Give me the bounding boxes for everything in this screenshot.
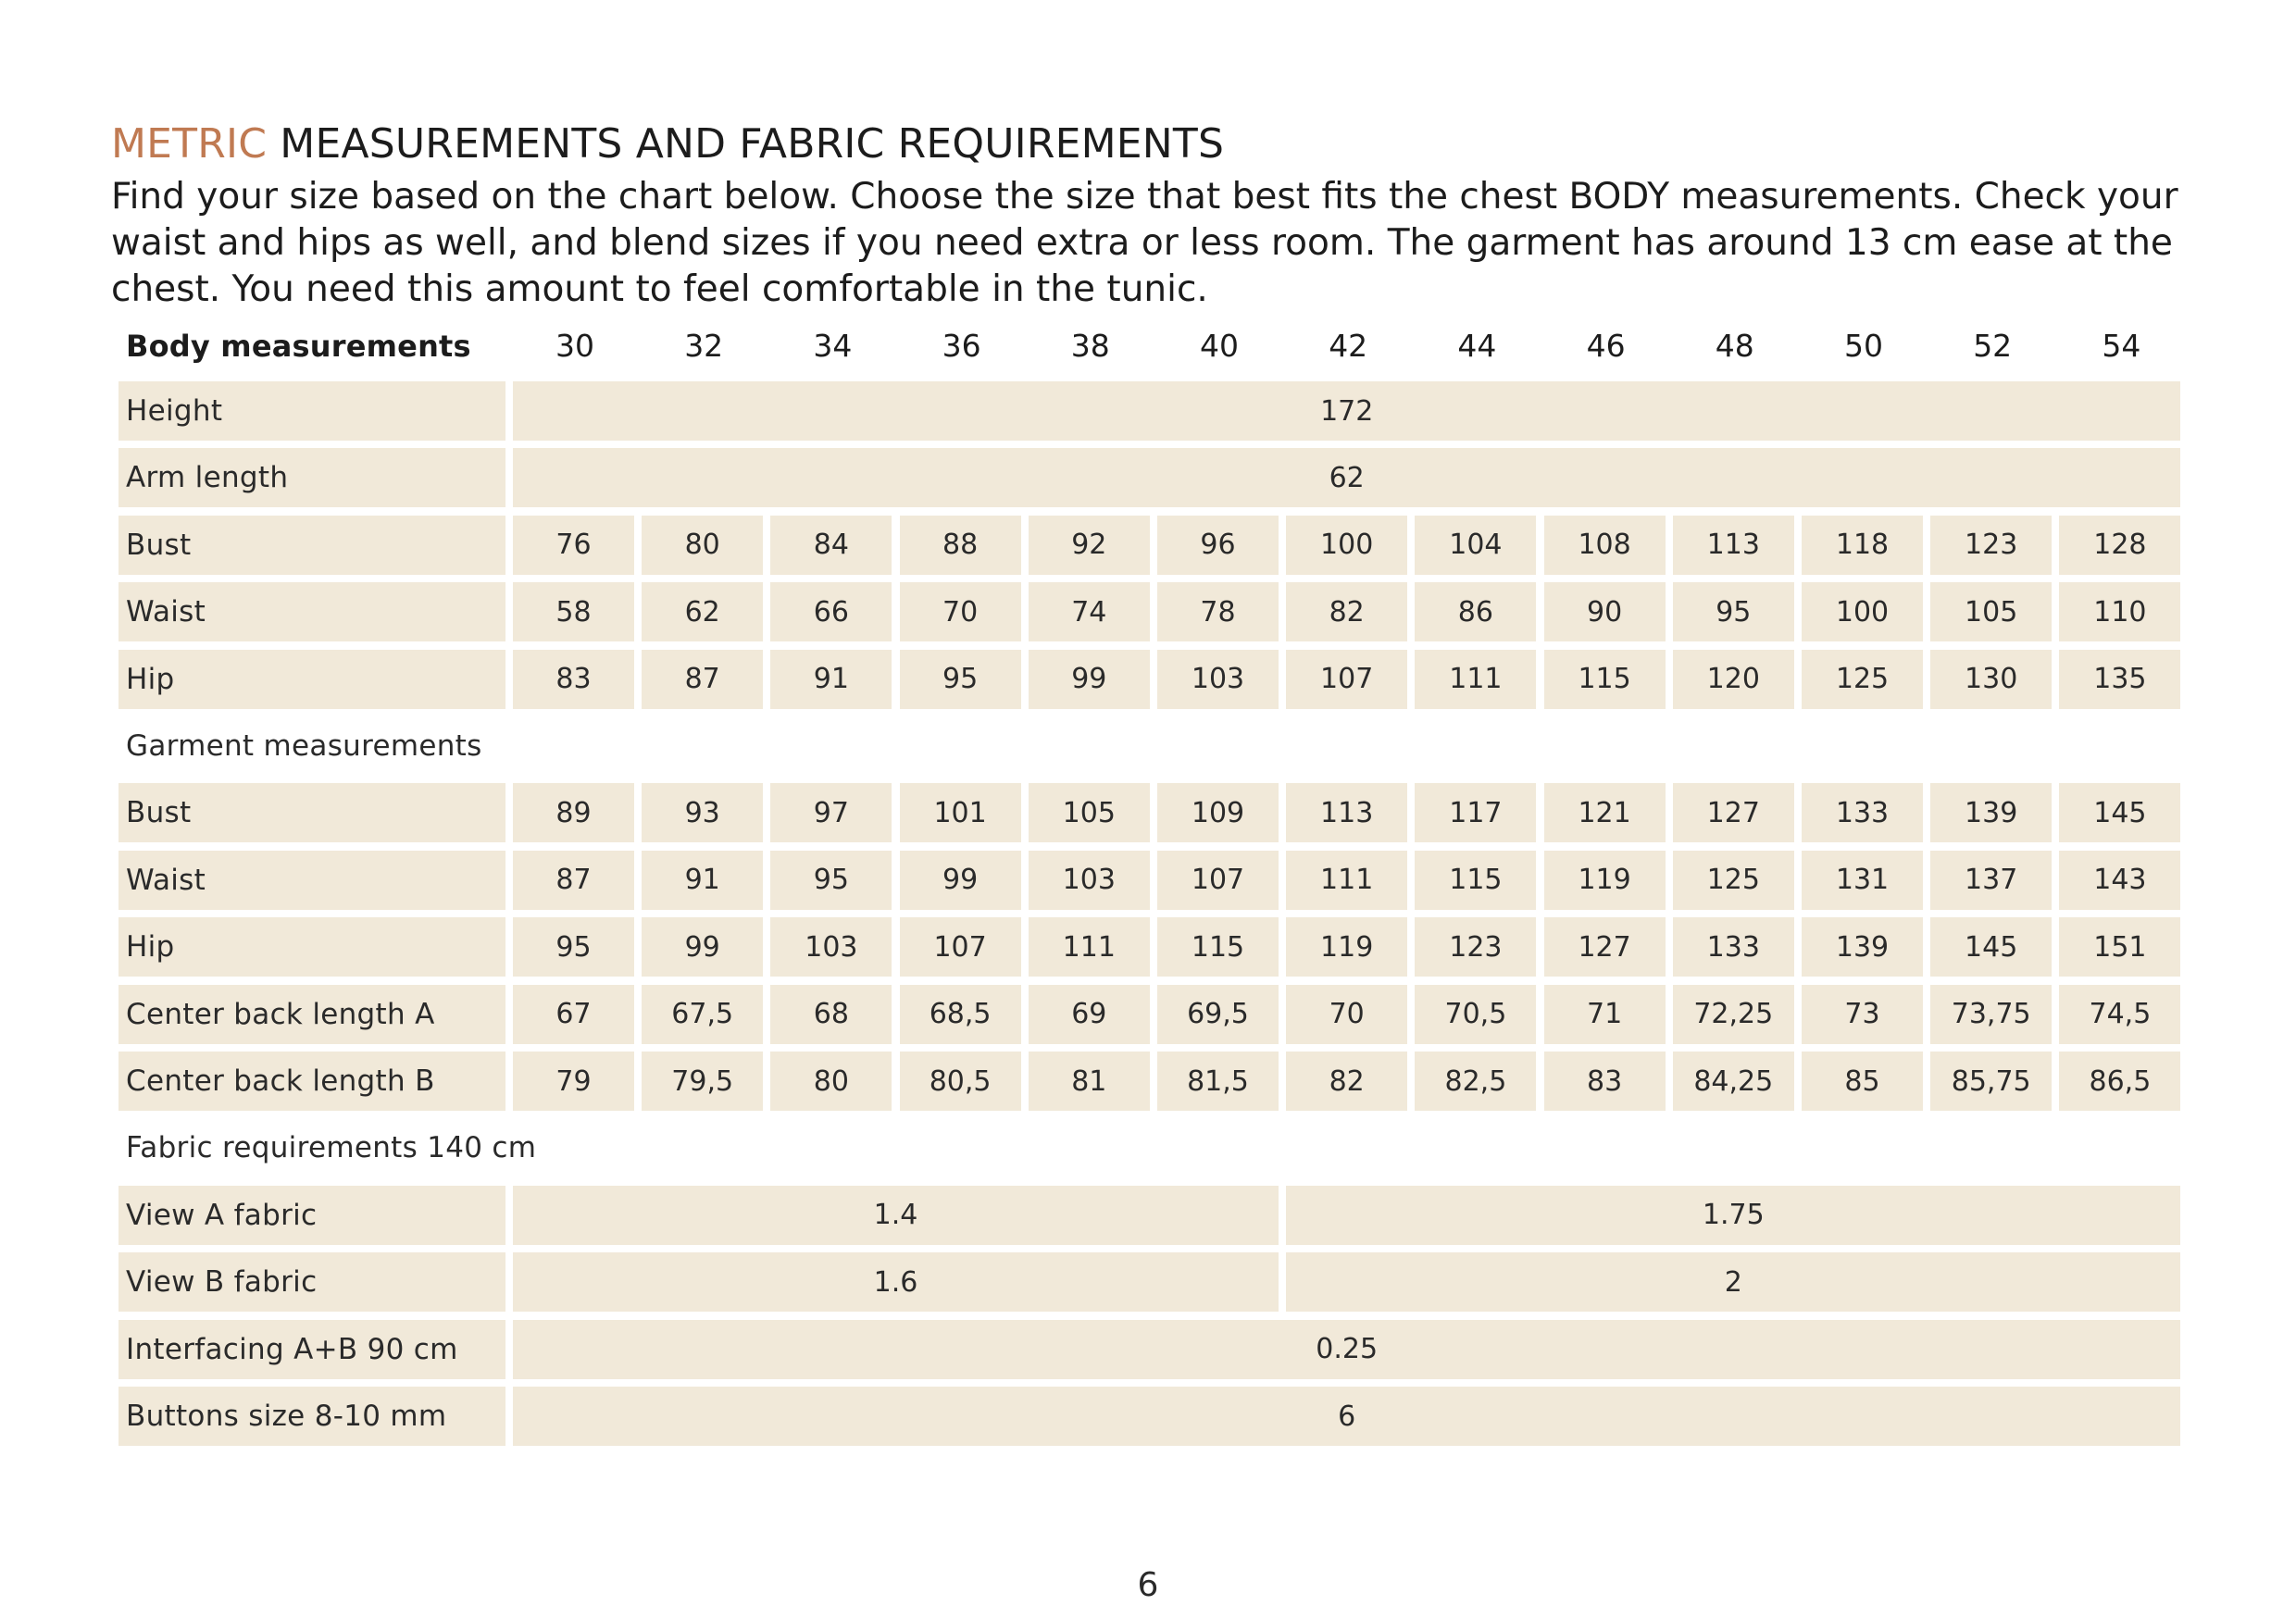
- page-number: 6: [1137, 1566, 1159, 1604]
- row-label: Waist: [119, 851, 505, 910]
- value-cell: 81: [1029, 1052, 1150, 1111]
- value-cell: 70: [900, 582, 1021, 641]
- value-cell: 131: [1802, 851, 1923, 910]
- size-header: 32: [684, 328, 724, 364]
- value-cell: 73: [1802, 985, 1923, 1044]
- value-cell: 110: [2059, 582, 2180, 641]
- value-cell: 82: [1286, 582, 1407, 641]
- value-cell: 72,25: [1673, 985, 1794, 1044]
- table-row: [0, 448, 2296, 507]
- value-cell: 76: [513, 516, 634, 575]
- value-cell: 99: [642, 917, 763, 977]
- row-label: Center back length B: [119, 1052, 505, 1111]
- value-cell: 67: [513, 985, 634, 1044]
- value-cell: 66: [770, 582, 892, 641]
- value-cell: 115: [1415, 851, 1536, 910]
- value-cell: 104: [1415, 516, 1536, 575]
- value-cell: 82: [1286, 1052, 1407, 1111]
- value-cell: 73,75: [1930, 985, 2052, 1044]
- value-cell: 91: [770, 650, 892, 709]
- value-cell: 95: [770, 851, 892, 910]
- value-cell: 96: [1157, 516, 1279, 575]
- value-cell: 125: [1802, 650, 1923, 709]
- row-label: Hip: [119, 917, 505, 977]
- value-cell: 83: [1544, 1052, 1666, 1111]
- value-cell: 111: [1415, 650, 1536, 709]
- table-row: [0, 516, 2296, 575]
- size-header-row: [0, 322, 2296, 370]
- value-cell: 69: [1029, 985, 1150, 1044]
- value-cell: 127: [1673, 783, 1794, 842]
- value-cell: 87: [513, 851, 634, 910]
- section-garment-label: Garment measurements: [126, 729, 482, 763]
- value-cell: 58: [513, 582, 634, 641]
- value-cell: 133: [1673, 917, 1794, 977]
- row-label: Waist: [119, 582, 505, 641]
- value-cell: 84: [770, 516, 892, 575]
- value-cell: 74,5: [2059, 985, 2180, 1044]
- value-cell: 80: [770, 1052, 892, 1111]
- value-cell: 0.25: [513, 1320, 2180, 1379]
- value-cell: 82,5: [1415, 1052, 1536, 1111]
- value-cell: 6: [513, 1387, 2180, 1446]
- value-cell: 137: [1930, 851, 2052, 910]
- value-cell: 143: [2059, 851, 2180, 910]
- value-cell: 93: [642, 783, 763, 842]
- value-cell: 97: [770, 783, 892, 842]
- row-label: Hip: [119, 650, 505, 709]
- row-label: Arm length: [119, 448, 505, 507]
- header-label: Body measurements: [126, 329, 471, 364]
- value-cell: 100: [1802, 582, 1923, 641]
- size-header: 38: [1070, 328, 1110, 364]
- table-row: [0, 1320, 2296, 1379]
- value-cell: 113: [1673, 516, 1794, 575]
- value-cell: 120: [1673, 650, 1794, 709]
- value-cell: 105: [1029, 783, 1150, 842]
- size-header: 48: [1715, 328, 1754, 364]
- value-cell: 84,25: [1673, 1052, 1794, 1111]
- title-accent: METRIC: [111, 120, 268, 168]
- value-cell: 89: [513, 783, 634, 842]
- value-cell: 85: [1802, 1052, 1923, 1111]
- row-label: View B fabric: [119, 1252, 505, 1312]
- value-cell: 62: [642, 582, 763, 641]
- value-cell: 83: [513, 650, 634, 709]
- value-cell: 68,5: [900, 985, 1021, 1044]
- value-cell: 103: [770, 917, 892, 977]
- table-row: [0, 851, 2296, 910]
- value-cell: 128: [2059, 516, 2180, 575]
- title-rest: MEASUREMENTS AND FABRIC REQUIREMENTS: [267, 120, 1225, 168]
- value-cell: 145: [2059, 783, 2180, 842]
- value-cell: 100: [1286, 516, 1407, 575]
- value-cell: 95: [1673, 582, 1794, 641]
- table-row: [0, 582, 2296, 641]
- table-row: [0, 917, 2296, 977]
- size-header: 52: [1973, 328, 2013, 364]
- value-cell: 111: [1029, 917, 1150, 977]
- value-cell: 67,5: [642, 985, 763, 1044]
- row-label: Buttons size 8-10 mm: [119, 1387, 505, 1446]
- value-cell: 105: [1930, 582, 2052, 641]
- page-title: [111, 118, 1224, 170]
- table-row: [0, 783, 2296, 842]
- value-cell: 103: [1157, 650, 1279, 709]
- value-cell: 91: [642, 851, 763, 910]
- value-cell: 119: [1544, 851, 1666, 910]
- value-cell: 71: [1544, 985, 1666, 1044]
- value-cell: 107: [1286, 650, 1407, 709]
- value-cell: 80,5: [900, 1052, 1021, 1111]
- value-cell: 107: [1157, 851, 1279, 910]
- row-label: Height: [119, 381, 505, 441]
- row-label: View A fabric: [119, 1186, 505, 1245]
- value-cell: 1.4: [513, 1186, 1279, 1245]
- value-cell: 145: [1930, 917, 2052, 977]
- value-cell: 115: [1544, 650, 1666, 709]
- value-cell: 123: [1415, 917, 1536, 977]
- value-cell: 107: [900, 917, 1021, 977]
- value-cell: 95: [513, 917, 634, 977]
- value-cell: 78: [1157, 582, 1279, 641]
- table-row: [0, 1252, 2296, 1312]
- value-cell: 111: [1286, 851, 1407, 910]
- value-cell: 119: [1286, 917, 1407, 977]
- table-row: [0, 1387, 2296, 1446]
- value-cell: 2: [1286, 1252, 2180, 1312]
- size-header: 50: [1844, 328, 1883, 364]
- value-cell: 133: [1802, 783, 1923, 842]
- section-fabric-label: Fabric requirements 140 cm: [126, 1131, 537, 1165]
- value-cell: 95: [900, 650, 1021, 709]
- value-cell: 1.75: [1286, 1186, 2180, 1245]
- value-cell: 62: [513, 448, 2180, 507]
- table-row: [0, 985, 2296, 1044]
- value-cell: 172: [513, 381, 2180, 441]
- value-cell: 99: [1029, 650, 1150, 709]
- size-header: 54: [2102, 328, 2141, 364]
- value-cell: 74: [1029, 582, 1150, 641]
- value-cell: 87: [642, 650, 763, 709]
- value-cell: 70,5: [1415, 985, 1536, 1044]
- row-label: Center back length A: [119, 985, 505, 1044]
- value-cell: 79: [513, 1052, 634, 1111]
- value-cell: 103: [1029, 851, 1150, 910]
- table-row: [0, 1052, 2296, 1111]
- value-cell: 108: [1544, 516, 1666, 575]
- value-cell: 130: [1930, 650, 2052, 709]
- intro-paragraph: Find your size based on the chart below. Choose the size that best fits the chest BODY measurements. Check your waist and hips as well, and blend sizes if you need extra or less room. The garment has around 13 cm ease at the chest. You need this amount to feel comfortable in the tunic.: [111, 176, 2178, 310]
- value-cell: 1.6: [513, 1252, 1279, 1312]
- value-cell: 117: [1415, 783, 1536, 842]
- row-label: Bust: [119, 783, 505, 842]
- table-row: [0, 381, 2296, 441]
- value-cell: 113: [1286, 783, 1407, 842]
- size-header: 46: [1586, 328, 1626, 364]
- table-row: [0, 1186, 2296, 1245]
- value-cell: 118: [1802, 516, 1923, 575]
- size-header: 34: [813, 328, 853, 364]
- value-cell: 85,75: [1930, 1052, 2052, 1111]
- size-header: 42: [1329, 328, 1368, 364]
- size-header: 30: [555, 328, 594, 364]
- value-cell: 151: [2059, 917, 2180, 977]
- value-cell: 70: [1286, 985, 1407, 1044]
- value-cell: 92: [1029, 516, 1150, 575]
- size-header: 44: [1457, 328, 1497, 364]
- value-cell: 68: [770, 985, 892, 1044]
- value-cell: 88: [900, 516, 1021, 575]
- size-header: 36: [942, 328, 981, 364]
- value-cell: 99: [900, 851, 1021, 910]
- value-cell: 123: [1930, 516, 2052, 575]
- value-cell: 86,5: [2059, 1052, 2180, 1111]
- table-row: [0, 650, 2296, 709]
- size-header: 40: [1200, 328, 1239, 364]
- value-cell: 135: [2059, 650, 2180, 709]
- value-cell: 86: [1415, 582, 1536, 641]
- value-cell: 115: [1157, 917, 1279, 977]
- value-cell: 139: [1802, 917, 1923, 977]
- value-cell: 127: [1544, 917, 1666, 977]
- row-label: Interfacing A+B 90 cm: [119, 1320, 505, 1379]
- value-cell: 125: [1673, 851, 1794, 910]
- value-cell: 79,5: [642, 1052, 763, 1111]
- value-cell: 81,5: [1157, 1052, 1279, 1111]
- value-cell: 109: [1157, 783, 1279, 842]
- value-cell: 121: [1544, 783, 1666, 842]
- value-cell: 101: [900, 783, 1021, 842]
- value-cell: 69,5: [1157, 985, 1279, 1044]
- row-label: Bust: [119, 516, 505, 575]
- value-cell: 90: [1544, 582, 1666, 641]
- value-cell: 80: [642, 516, 763, 575]
- value-cell: 139: [1930, 783, 2052, 842]
